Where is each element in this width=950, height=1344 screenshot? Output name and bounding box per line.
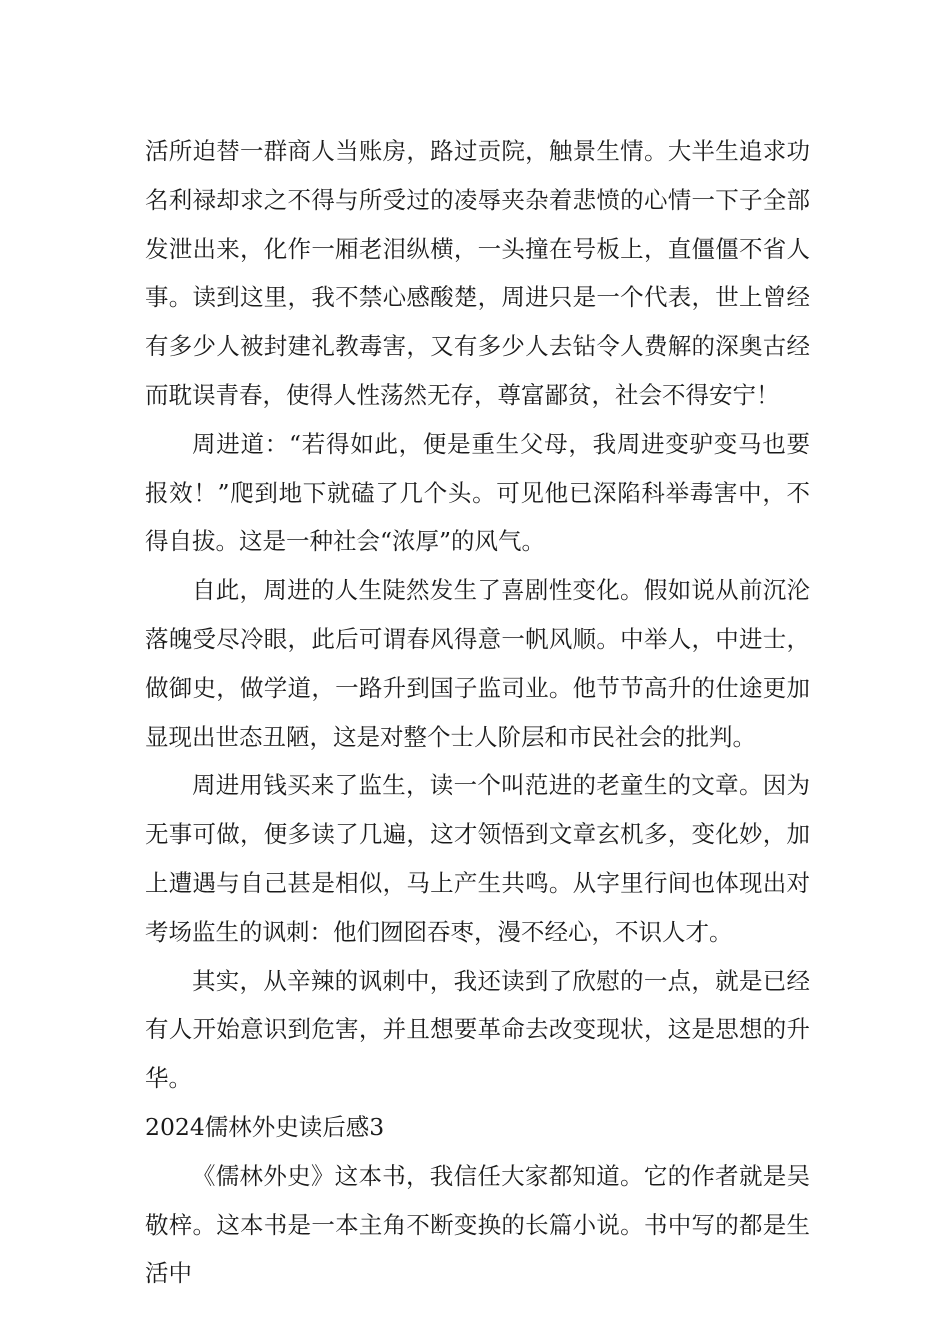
section-heading: 2024儒林外史读后感3 — [145, 1112, 385, 1141]
paragraph: 活所迫替一群商人当账房，路过贡院，触景生情。大半生追求功名利禄却求之不得与所受过的凌辱夹杂着悲愤的心情一下子全部发泄出来，化作一厢老泪纵横，一头撞在号板上，直僵僵不省人事。读到这里，我不禁心感酸楚，周进只是一个代表，世上曾经有多少人被封建礼教毒害，又有多少人去钻令人费解的深奥古经而耽误青春，使得人性荡然无存，尊富鄙贫，社会不得安宁！ — [145, 137, 810, 409]
paragraph: 周进用钱买来了监生，读一个叫范进的老童生的文章。因为无事可做，便多读了几遍，这才领悟到文章玄机多，变化妙，加上遭遇与自己甚是相似，马上产生共鸣。从字里行间也体现出对考场监生的讽刺：他们囫囵吞枣，漫不经心，不识人才。 — [145, 771, 810, 946]
paragraph: 其实，从辛辣的讽刺中，我还读到了欣慰的一点，就是已经有人开始意识到危害，并且想要革命去改变现状，这是思想的升华。 — [145, 966, 810, 1093]
paragraph: 自此，周进的人生陡然发生了喜剧性变化。假如说从前沉沦落魄受尽冷眼，此后可谓春风得意一帆风顺。中举人，中进士，做御史，做学道，一路升到国子监司业。他节节高升的仕途更加显现出世态丑陋，这是对整个士人阶层和市民社会的批判。 — [145, 576, 810, 751]
document-body — [145, 127, 810, 1298]
paragraph: 周进道：“若得如此，便是重生父母，我周进变驴变马也要报效！”爬到地下就磕了几个头。可见他已深陷科举毒害中，不得自拔。这是一种社会“浓厚”的风气。 — [145, 429, 810, 556]
paragraph: 《儒林外史》这本书，我信任大家都知道。它的作者就是吴敬梓。这本书是一本主角不断变换的长篇小说。书中写的都是生活中 — [145, 1161, 810, 1288]
